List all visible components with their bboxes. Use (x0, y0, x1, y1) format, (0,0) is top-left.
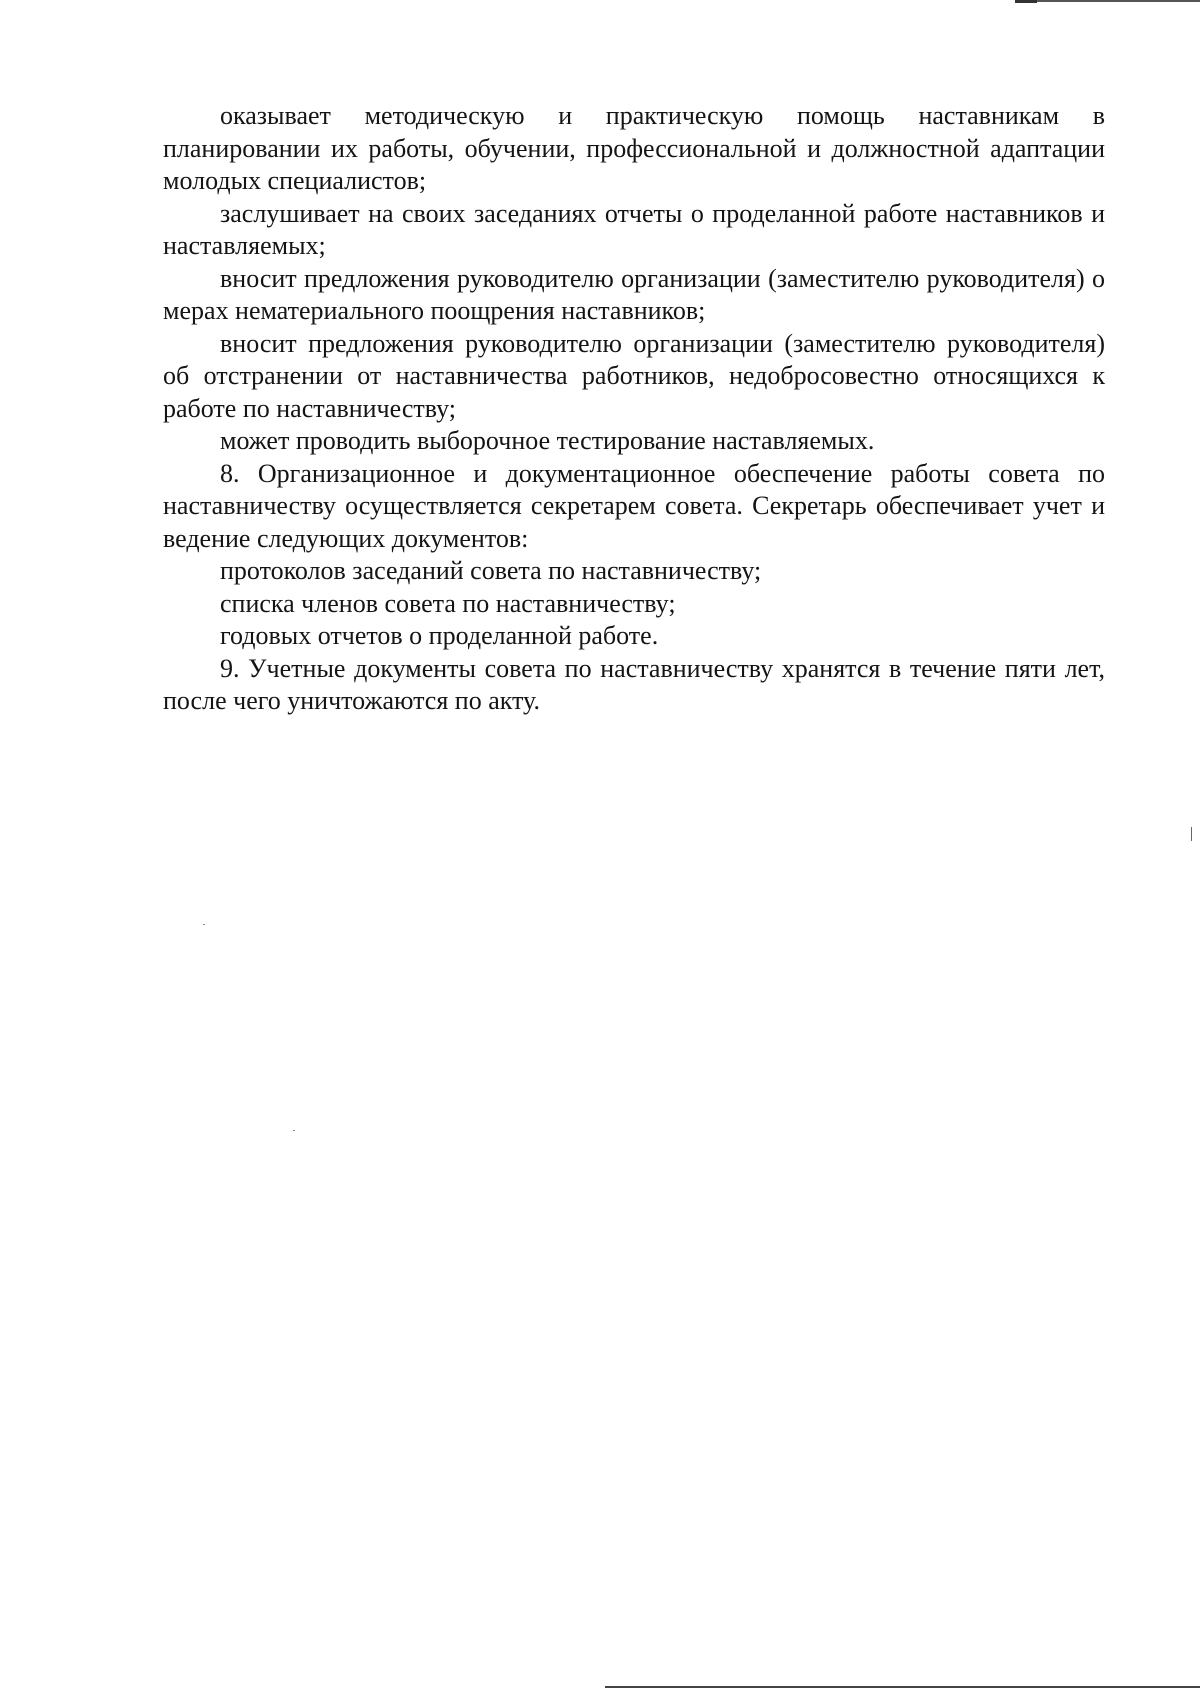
paragraph-proposals-encouragement: вносит предложения руководителю организации (заместителю руководителя) о мерах нематериального поощрения наставников; (163, 263, 1105, 325)
paragraph-proposals-removal: вносит предложения руководителю организации (заместителю руководителя) об отстранении от наставничества работников, недобросовестно относящихся к работе по наставничеству; (163, 328, 1105, 423)
scan-edge-mark-top (1015, 0, 1037, 3)
paragraph-protocols: протоколов заседаний совета по наставничеству; (220, 556, 762, 585)
paragraph-item-9: 9. Учетные документы совета по наставничеству хранятся в течение пяти лет, после чего уничтожаются по акту. (163, 653, 1105, 715)
document-body (163, 100, 1105, 718)
scan-edge-line-bottom (605, 1686, 1200, 1688)
paragraph-testing: может проводить выборочное тестирование наставляемых. (220, 426, 875, 455)
scan-edge-line-top (1015, 0, 1200, 2)
paragraph-annual-reports: годовых отчетов о проделанной работе. (220, 621, 659, 650)
scan-speck (293, 1130, 295, 1131)
paragraph-methodical-help: оказывает методическую и практическую помощь наставникам в планировании их работы, обучении, профессиональной и должностной адаптации молодых специалистов; (163, 101, 1105, 195)
paragraph-member-list: списка членов совета по наставничеству; (220, 588, 676, 618)
paragraph-item-8: 8. Организационное и документационное обеспечение работы совета по наставничеству осуществляется секретарем совета. Секретарь обеспечивает учет и ведение следующих документов: (163, 458, 1105, 553)
scan-speck (203, 924, 205, 925)
scan-edge-mark-right (1191, 827, 1192, 841)
paragraph-hears-reports: заслушивает на своих заседаниях отчеты о проделанной работе наставников и наставляемых; (163, 198, 1105, 260)
